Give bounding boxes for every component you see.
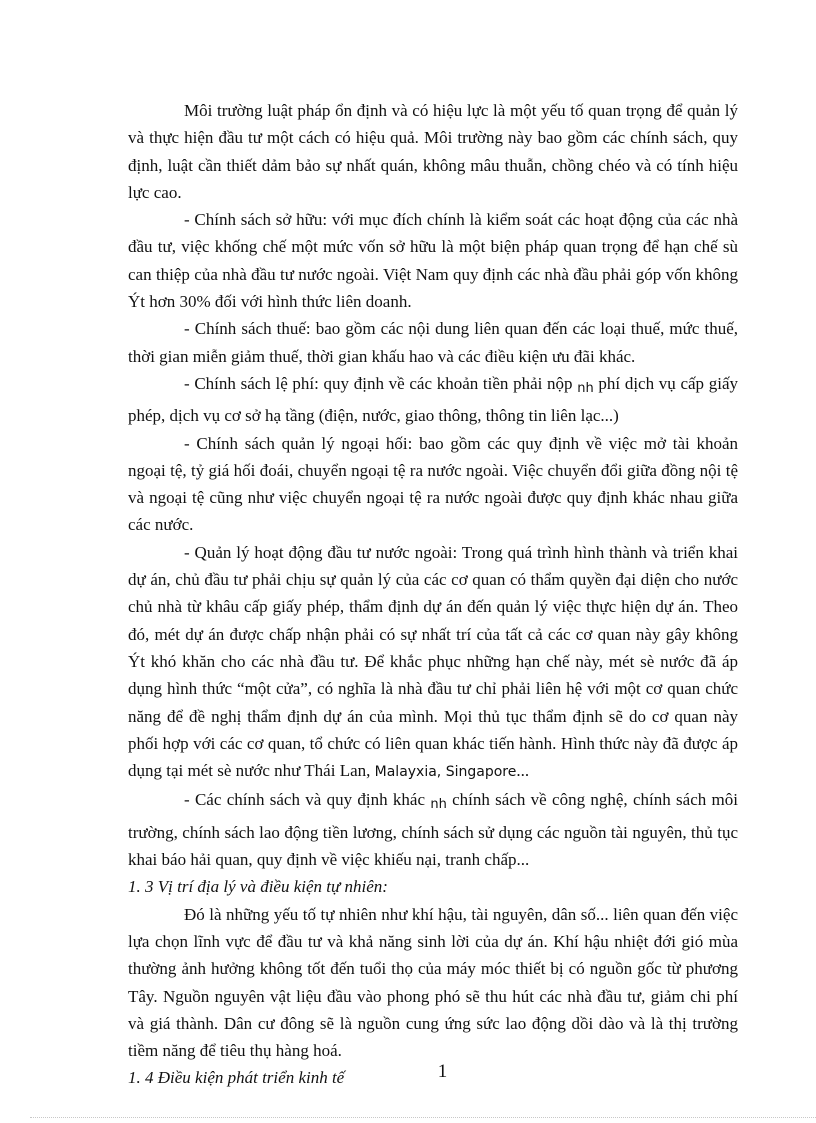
paragraph-ownership-policy: - Chính sách sở hữu: với mục đích chính là kiểm soát các hoạt động của các nhà đầu tư, việc khống chế một mức vốn sở hữu là một biện pháp quan trọng để hạn chế sù can thiệp của nhà đầu tư nước ngoài. Việt Nam quy định các nhà đầu phải góp vốn không Ýt hơn 30% đối với hình thức liên doanh. xyxy=(128,210,738,312)
paragraph-tax-policy: - Chính sách thuế: bao gồm các nội dung liên quan đến các loại thuế, mức thuế, thời gian miễn giảm thuế, thời gian khấu hao và các điều kiện ưu đãi khác. xyxy=(128,319,738,366)
paragraph-foreign-exchange-policy: - Chính sách quản lý ngoại hối: bao gồm các quy định về việc mở tài khoản ngoại tệ, tỷ giá hối đoái, chuyển ngoại tệ ra nước ngoài. Việc chuyển đổi giữa đồng nội tệ và ngoại tệ cũng như việc chuyển ngoại tệ ra nước ngoài được quy định khác nhau giữa các nước. xyxy=(128,433,738,535)
fee-policy-text-start: - Chính sách lệ phí: quy định về các khoản tiền phải nộp xyxy=(184,373,578,393)
fdi-management-text-start: - Quản lý hoạt động đầu tư nước ngoài: Trong quá trình hình thành và triển khai dự án, chủ đầu tư phải chịu sự quản lý của các cơ quan có thẩm quyền đại diện cho nước chủ nhà từ khâu cấp giấy phép, thẩm định dự án đến quản lý việc thực hiện dự án. Theo đó, mét dự án được chấp nhận phải có sự nhất trí của tất cả các cơ quan này gây không Ýt khó khăn cho các nhà đầu tư. Để khắc phục những hạn chế này, mét sè nước đã áp dụng hình thức “một cửa”, có nghĩa là nhà đầu tư chỉ phải liên hệ với một cơ quan chức năng để đề nghị thẩm định dự án của mình. Mọi thủ tục thẩm định sẽ do cơ quan này phối hợp với các cơ quan, tổ chức có liên quan khác tiến hành. Hình thức này đã được áp dụng tại mét sè nước như Thái Lan, xyxy=(128,542,738,781)
fdi-management-text-end: ... xyxy=(516,761,530,781)
other-policies-text-start: - Các chính sách và quy định khác xyxy=(184,790,431,810)
fdi-management-country-list: Malayxia, Singapore xyxy=(374,764,517,781)
fee-policy-inline-fragment: nh xyxy=(577,380,594,396)
section-heading-1-4: 1. 4 Điều kiện phát triển kinh tế xyxy=(128,1068,345,1088)
section-heading-1-3: 1. 3 Vị trí địa lý và điều kiện tự nhiên: xyxy=(128,877,388,897)
paragraph-geography-nature: Đó là những yếu tố tự nhiên như khí hậu, tài nguyên, dân số... liên quan đến việc lựa chọn lĩnh vực để đầu tư và khả năng sinh lời của dự án. Khí hậu nhiệt đới gió mùa thường ảnh hưởng không tốt đến tuổi thọ của máy móc thiết bị có nguồn gốc từ phương Tây. Nguồn nguyên vật liệu đầu vào phong phó sẽ thu hút các nhà đầu tư, giảm chi phí và giá thành. Dân cư đông sẽ là nguồn cung ứng sức lao động dồi dào và là thị trường tiềm năng để tiêu thụ hàng hoá. xyxy=(128,904,738,1061)
paragraph-fee-policy xyxy=(128,370,738,430)
page-bottom-divider xyxy=(30,1117,816,1118)
fee-policy-text-end: phí dịch vụ cấp giấy phép, dịch vụ cơ sở hạ tầng (điện, nước, giao thông, thông tin liên lạc...) xyxy=(128,373,739,426)
paragraph-fdi-management xyxy=(128,539,738,787)
other-policies-text-end: chính sách về công nghệ, chính sách môi trường, chính sách lao động tiền lương, chính sách sử dụng các nguồn tài nguyên, thủ tục khai báo hải quan, quy định về việc khiếu nại, tranh chấp... xyxy=(128,790,738,870)
document-body xyxy=(128,97,738,1092)
page-number: 1 xyxy=(437,1061,448,1082)
paragraph-other-policies xyxy=(128,786,738,873)
other-policies-inline-fragment: nh xyxy=(430,797,447,813)
paragraph-legal-environment: Môi trường luật pháp ổn định và có hiệu lực là một yếu tố quan trọng để quản lý và thực hiện đầu tư một cách có hiệu quả. Môi trường này bao gồm các chính sách, quy định, luật cần thiết dảm bảo sự nhất quán, không mâu thuẫn, chồng chéo và có tính hiệu lực cao. xyxy=(128,101,738,202)
